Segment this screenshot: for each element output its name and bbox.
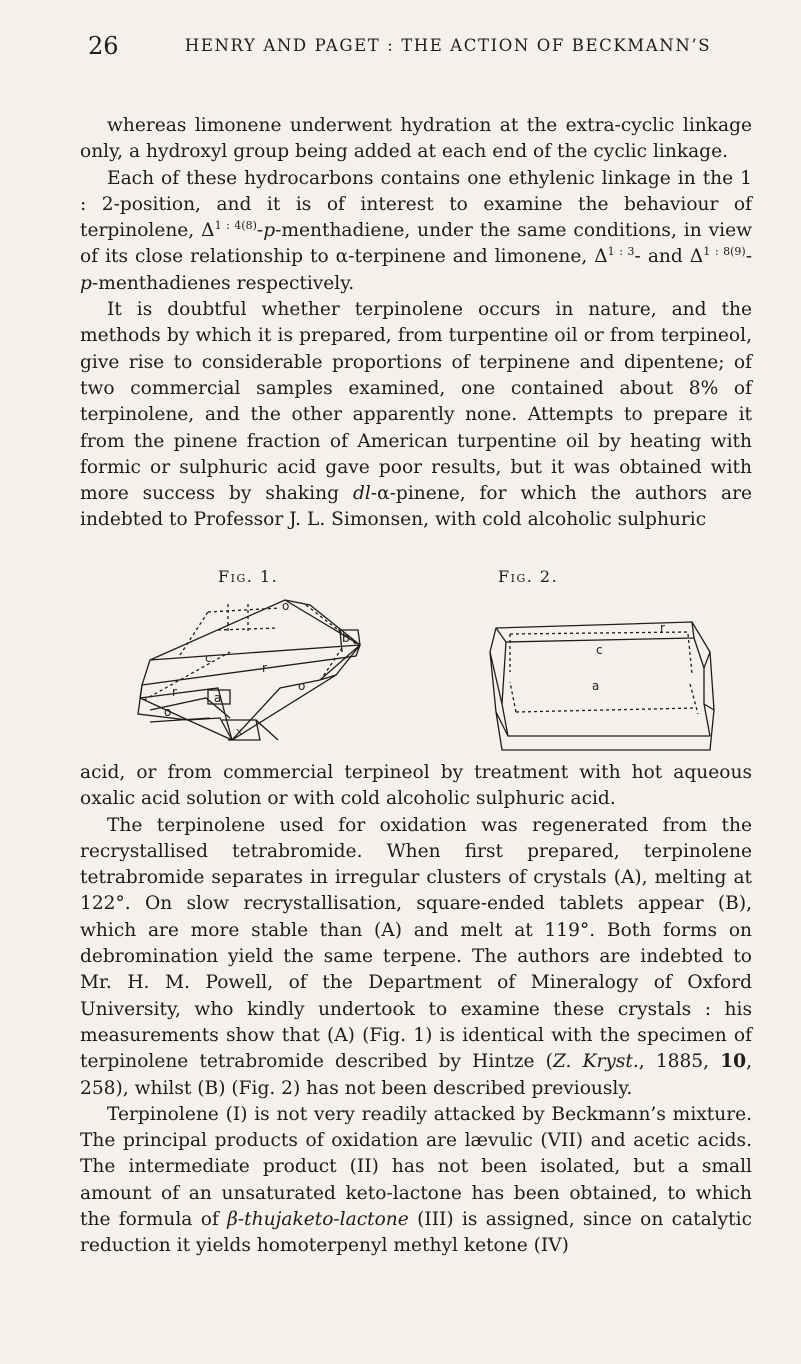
text-run: 1 : 4(8) <box>214 219 257 232</box>
paragraph <box>80 1102 752 1260</box>
paragraph <box>80 760 752 813</box>
fig1-label-a: a <box>214 691 222 705</box>
text-run: -menthadiene, under the same conditions, in view of its close relationship to α-terpinene and limonene, Δ <box>80 220 753 268</box>
text-run: acid, or from commercial terpineol by treatment with hot aqueous oxalic acid solution or with cold alcoholic sulphuric acid. <box>80 762 752 810</box>
page-number: 26 <box>88 32 119 60</box>
fig2-crystal-drawing <box>480 612 720 752</box>
text-run: β-thujaketo-lactone <box>227 1209 409 1231</box>
text-run: 10 <box>720 1051 747 1073</box>
text-run: It is doubtful whether terpinolene occurs in nature, and the methods by which it is prepared, from turpentine oil or from terpineol, give rise to considerable proportions of terpinene and dipentene; of two commercial samples examined, one contained about 8% of terpinolene, and the other apparently none. Attempts to prepare it from the pinene fraction of American turpentine oil by heating with formic or sulphuric acid gave poor results, but it was obtained with more success by shaking <box>80 299 752 505</box>
body-text-bottom <box>80 760 752 1260</box>
text-run: Each of these hydrocarbons contains one ethylenic linkage in the 1 : 2-position, and it is of interest to examine the behaviour of terpinolene, Δ <box>80 167 752 242</box>
text-run: dl <box>352 483 371 505</box>
text-run: Z. Kryst. <box>552 1051 639 1073</box>
text-run: -menthadienes respectively. <box>91 272 355 294</box>
running-header <box>88 26 748 66</box>
text-run: whereas limonene underwent hydration at the extra-cyclic linkage only, a hydroxyl group being added at each end of the cyclic linkage. <box>80 115 752 163</box>
fig2-caption: Fig. 2. <box>498 567 559 586</box>
fig1-label-x: x <box>236 725 243 738</box>
text-run: 1 : 8(9) <box>703 245 746 259</box>
fig2-label-r: r <box>660 621 665 635</box>
text-run: The terpinolene used for oxidation was regenerated from the recrystallised tetrabromide. When first prepared, terpinolene tetrabromide separates in irregular clusters of crystals (A), melting at 122°. On slow recrystallisation, square-ended tablets appear (B), which are more stable than (A) and melt at 119°. Both forms on debromination yield the same terpene. The authors are indebted to Mr. H. M. Powell, of the Department of Mineralogy of Oxford University, who kindly undertook to examine these crystals : his measurements show that (A) (Fig. 1) is identical with the specimen of terpinolene tetrabromide described by Hintze ( <box>80 814 752 1073</box>
fig1-label-c: c <box>205 651 212 665</box>
paragraph <box>80 297 752 534</box>
fig1-label-b: b <box>342 631 350 645</box>
fig2-label-a: a <box>592 679 600 693</box>
fig1-caption: Fig. 1. <box>218 567 279 586</box>
text-run: p <box>263 220 276 242</box>
text-run: 1 : 3 <box>607 245 635 259</box>
text-run: p <box>80 272 92 294</box>
text-run: (III) is assigned, since on catalytic reduction it yields homoterpenyl methyl ketone (IV) <box>80 1209 752 1257</box>
text-run: , 258), whilst (B) (Fig. 2) has not been described previously. <box>80 1051 752 1099</box>
fig2-label-c: c <box>596 643 603 657</box>
fig1-label-r1: r <box>262 661 267 675</box>
text-run: -α-pinene, for which the authors are indebted to Professor J. L. Simonsen, with cold alcoholic sulphuric <box>80 483 752 531</box>
fig1-crystal-drawing <box>110 590 380 750</box>
running-title: HENRY AND PAGET : THE ACTION OF BECKMANN’S <box>184 36 712 55</box>
paragraph <box>80 113 752 166</box>
paragraph <box>80 813 752 1102</box>
fig1-label-o-right: o <box>298 679 306 693</box>
text-run: - <box>256 220 264 242</box>
text-run: - and Δ <box>634 246 704 268</box>
fig1-label-o-top: o <box>282 599 290 613</box>
fig1-label-o-left: o <box>164 705 172 719</box>
fig1-label-r2: r <box>172 685 177 699</box>
body-text-top <box>80 113 752 534</box>
text-run: - <box>745 246 752 268</box>
text-run: , 1885, <box>638 1051 721 1073</box>
text-run: Terpinolene (I) is not very readily attacked by Beckmann’s mixture. The principal products of oxidation are lævulic (VII) and acetic acids. The intermediate product (II) has not been isolated, but a small amount of an unsaturated keto-lactone has been obtained, to which the formula of <box>80 1103 752 1231</box>
paragraph <box>80 166 752 297</box>
